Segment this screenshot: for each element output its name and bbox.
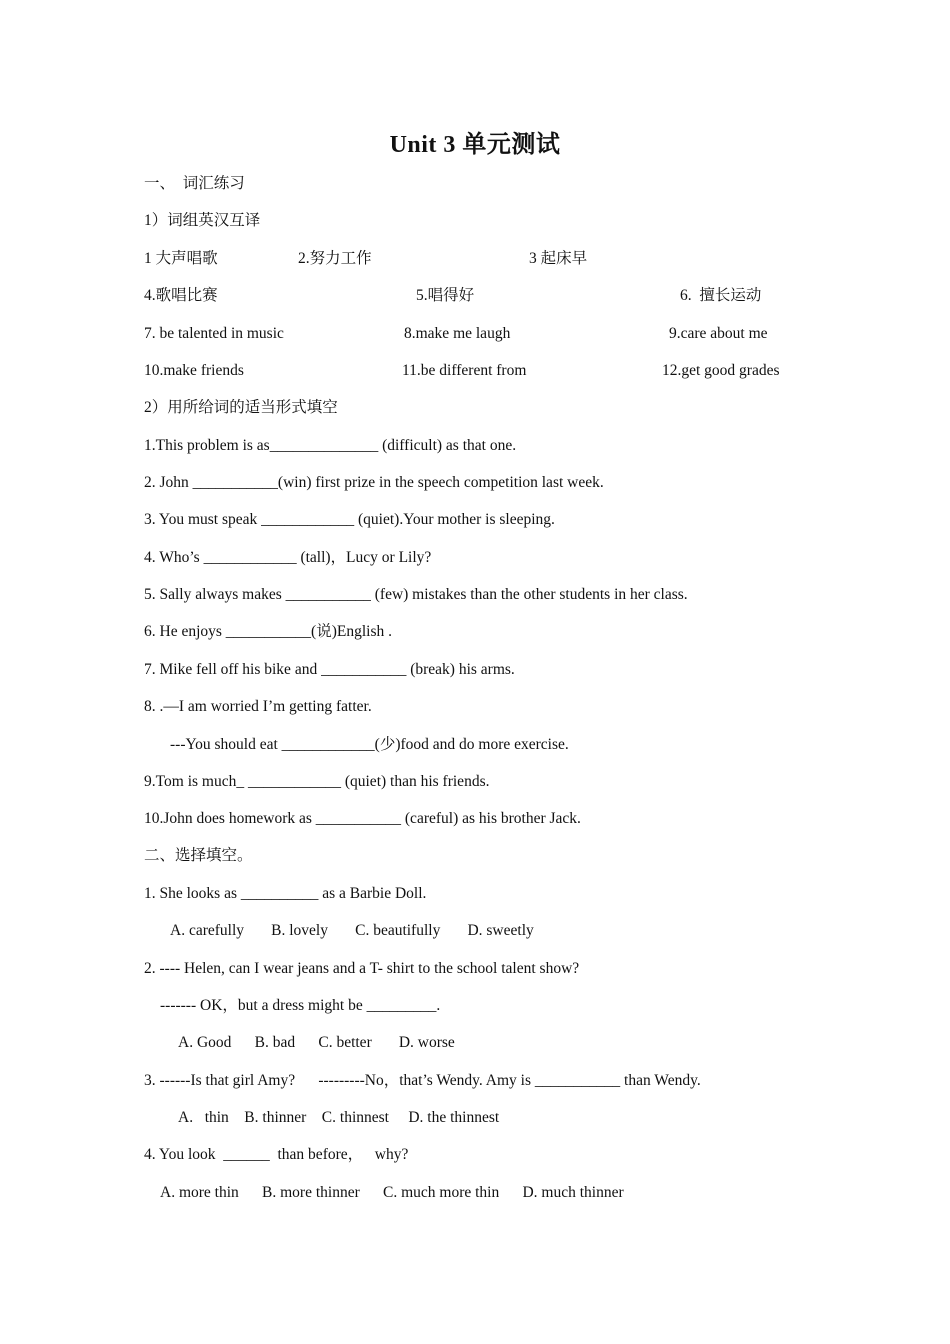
fill-question: 2. John ___________(win) first prize in the speech competition last week.: [144, 474, 604, 491]
phrase-item: 5.唱得好: [416, 287, 475, 304]
choice-question-continuation: ------- OK，but a dress might be _________.: [160, 997, 441, 1014]
choice-question: 4. You look ______ than before， why?: [144, 1146, 409, 1163]
choice-options: A. more thin B. more thinner C. much more thin D. much thinner: [160, 1184, 624, 1201]
fill-question: 9.Tom is much_ ____________ (quiet) than his friends.: [144, 773, 490, 790]
phrase-item: 2.努力工作: [298, 250, 372, 267]
phrase-item: 3 起床早: [529, 250, 588, 267]
phrase-item: 1 大声唱歌: [144, 250, 218, 267]
choice-options: A. carefully B. lovely C. beautifully D. sweetly: [170, 922, 534, 939]
phrase-item: 10.make friends: [144, 362, 244, 379]
choice-question: 3. ------Is that girl Amy? ---------No，that’s Wendy. Amy is ___________ than Wendy.: [144, 1072, 701, 1089]
fill-question: 5. Sally always makes ___________ (few) mistakes than the other students in her class.: [144, 586, 688, 603]
part2-heading: 2）用所给词的适当形式填空: [144, 399, 338, 416]
choice-question: 2. ---- Helen, can I wear jeans and a T- shirt to the school talent show?: [144, 960, 580, 977]
fill-question: 8. .—I am worried I’m getting fatter.: [144, 698, 372, 715]
phrase-item: 4.歌唱比赛: [144, 287, 218, 304]
section1-heading: 一、 词汇练习: [144, 175, 245, 192]
fill-question: 10.John does homework as ___________ (careful) as his brother Jack.: [144, 810, 581, 827]
fill-question: 1.This problem is as______________ (difficult) as that one.: [144, 437, 517, 454]
fill-question: 7. Mike fell off his bike and ___________ (break) his arms.: [144, 661, 515, 678]
fill-question: 4. Who’s ____________ (tall)，Lucy or Lily?: [144, 549, 432, 566]
section2-heading: 二、选择填空。: [144, 847, 253, 864]
fill-question: 6. He enjoys ___________(说)English .: [144, 623, 392, 640]
phrase-item: 6. 擅长运动: [680, 287, 762, 304]
phrase-item: 12.get good grades: [662, 362, 780, 379]
phrase-item: 7. be talented in music: [144, 325, 284, 342]
choice-question: 1. She looks as __________ as a Barbie Doll.: [144, 885, 427, 902]
phrase-item: 8.make me laugh: [404, 325, 511, 342]
phrase-item: 11.be different from: [402, 362, 527, 379]
fill-question-continuation: ---You should eat ____________(少)food and do more exercise.: [170, 736, 569, 753]
fill-question: 3. You must speak ____________ (quiet).Your mother is sleeping.: [144, 511, 555, 528]
phrase-item: 9.care about me: [669, 325, 768, 342]
page-title: Unit 3 单元测试: [389, 132, 561, 158]
choice-options: A. Good B. bad C. better D. worse: [178, 1034, 455, 1051]
part1-heading: 1）词组英汉互译: [144, 212, 261, 229]
choice-options: A. thin B. thinner C. thinnest D. the thinnest: [178, 1109, 500, 1126]
